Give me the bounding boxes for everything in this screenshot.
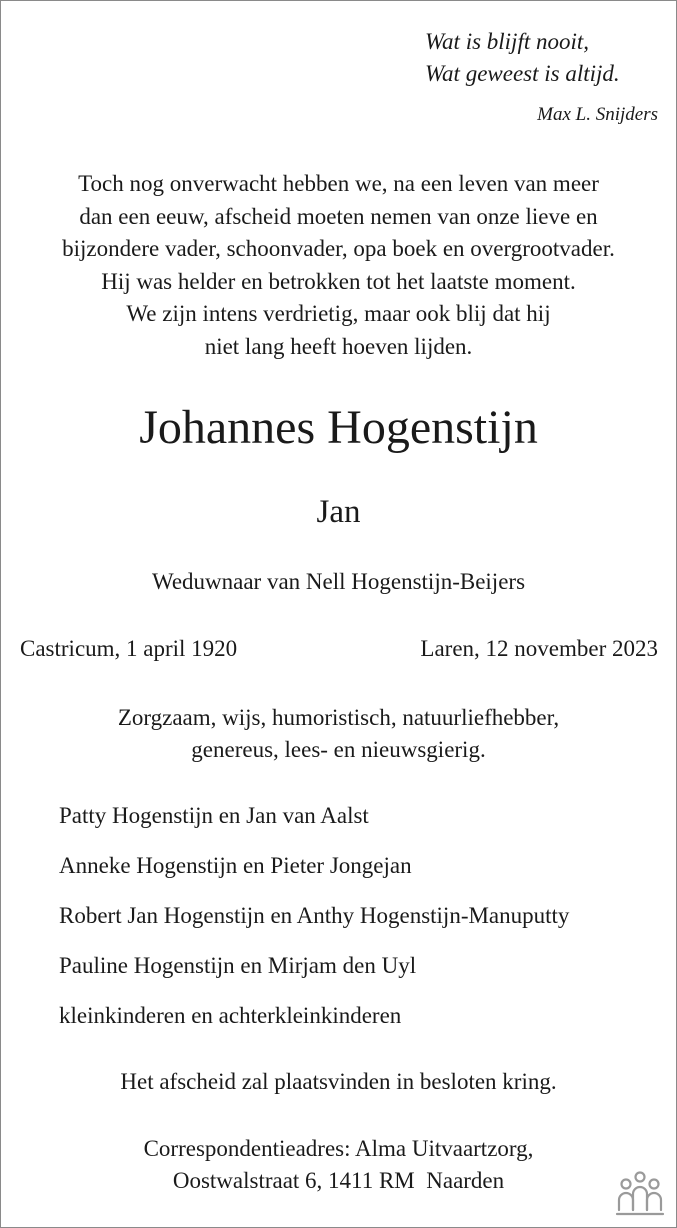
relative-item: Anneke Hogenstijn en Pieter Jongejan (59, 853, 412, 878)
relative-item: Robert Jan Hogenstijn en Anthy Hogenstijn-Manuputty (59, 903, 570, 928)
farewell-notice: Het afscheid zal plaatsvinden in besloten kring. (120, 1069, 557, 1094)
intro-line: dan een eeuw, afscheid moeten nemen van onze lieve en (79, 203, 598, 229)
quote-line: Wat is blijft nooit, (425, 29, 590, 54)
traits-line: genereus, lees- en nieuwsgierig. (191, 737, 486, 762)
traits-line: Zorgzaam, wijs, humoristisch, natuurliefhebber, (117, 705, 560, 730)
relatives-list (59, 800, 569, 1050)
correspondence-address (0, 1133, 677, 1197)
deceased-name: Johannes Hogenstijn (139, 401, 538, 454)
address-line: Correspondentieadres: Alma Uitvaartzorg, (143, 1136, 534, 1161)
intro-line: niet lang heeft hoeven lijden. (204, 333, 473, 359)
intro-line: Hij was helder en betrokken tot het laatste moment. (101, 268, 576, 294)
death-place-date: Laren, 12 november 2023 (420, 636, 658, 661)
birth-place-date: Castricum, 1 april 1920 (20, 636, 238, 661)
quote-line: Wat geweest is altijd. (425, 61, 620, 86)
relative-item: kleinkinderen en achterkleinkinderen (59, 1003, 402, 1028)
address-line: Oostwalstraat 6, 1411 RM Naarden (172, 1168, 505, 1193)
intro-text (0, 168, 677, 363)
intro-line: We zijn intens verdrietig, maar ook blij dat hij (126, 301, 551, 326)
intro-line: bijzondere vader, schoonvader, opa boek en overgrootvader. (62, 236, 615, 261)
relative-item: Pauline Hogenstijn en Mirjam den Uyl (59, 953, 417, 978)
widower-line: Weduwnaar van Nell Hogenstijn-Beijers (151, 569, 526, 594)
traits-text (0, 702, 677, 766)
relative-item: Patty Hogenstijn en Jan van Aalst (59, 803, 369, 828)
deceased-nickname: Jan (316, 494, 361, 530)
quote-author: Max L. Snijders (537, 104, 658, 125)
people-group-icon (615, 1170, 665, 1216)
quote (425, 26, 655, 90)
intro-line: Toch nog onverwacht hebben we, na een leven van meer (78, 171, 599, 196)
